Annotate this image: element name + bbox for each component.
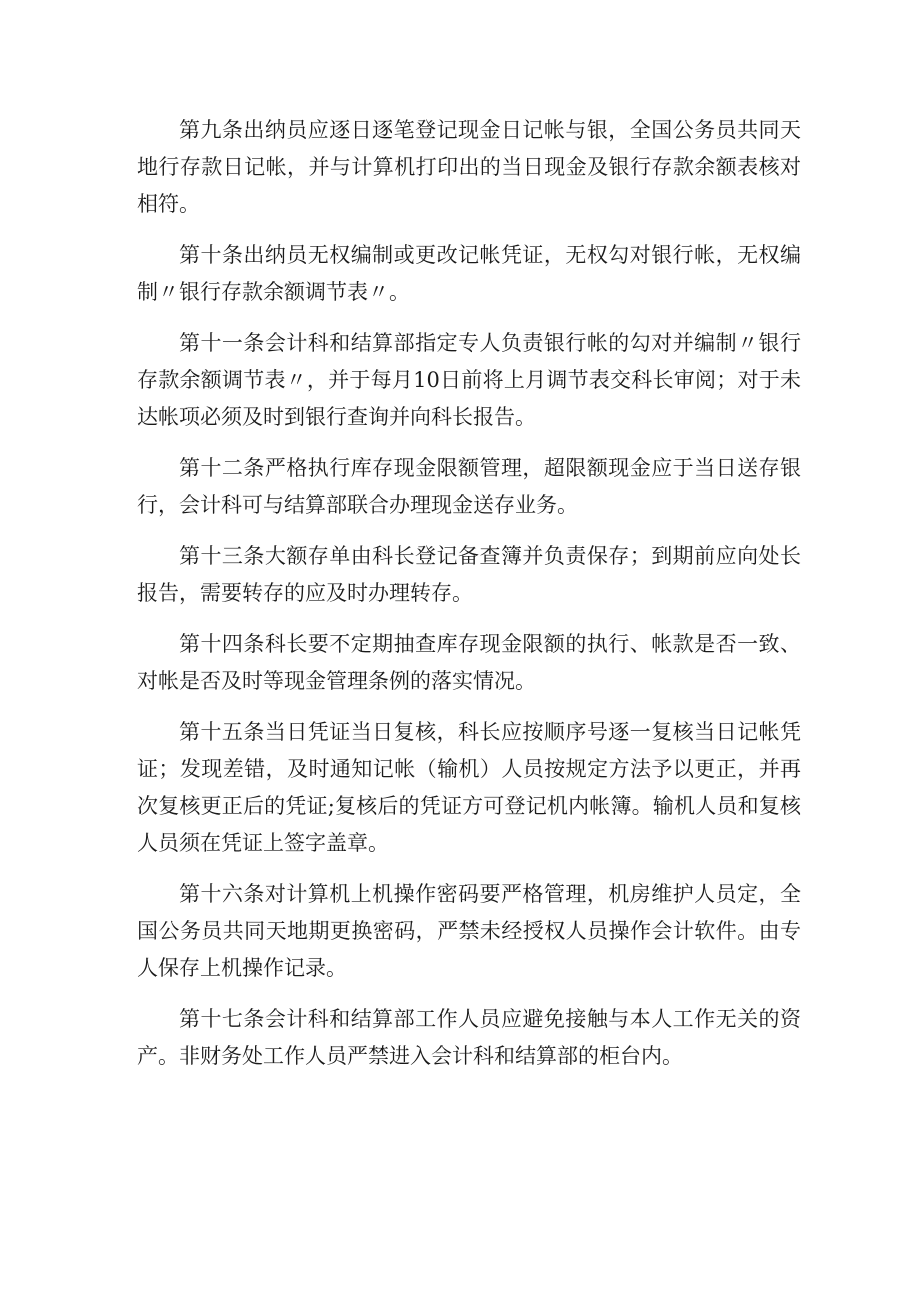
paragraph-article-11: 第十一条会计科和结算部指定专人负责银行帐的勾对并编制〃银行存款余额调节表〃，并于每月10日前将上月调节表交科长审阅；对于未达帐项必须及时到银行查询并向科长报告。	[137, 331, 801, 429]
document-body	[137, 112, 801, 1089]
paragraph-article-16: 第十六条对计算机上机操作密码要严格管理，机房维护人员定，全国公务员共同天地期更换密码，严禁未经授权人员操作会计软件。由专人保存上机操作记录。	[137, 882, 801, 980]
paragraph-article-13: 第十三条大额存单由科长登记备查簿并负责保存；到期前应向处长报告，需要转存的应及时办理转存。	[137, 544, 801, 605]
paragraph-article-9: 第九条出纳员应逐日逐笔登记现金日记帐与银，全国公务员共同天地行存款日记帐，并与计算机打印出的当日现金及银行存款余额表核对相符。	[137, 118, 801, 216]
paragraph-article-17: 第十七条会计科和结算部工作人员应避免接触与本人工作无关的资产。非财务处工作人员严禁进入会计科和结算部的柜台内。	[137, 1007, 801, 1068]
paragraph-article-12: 第十二条严格执行库存现金限额管理，超限额现金应于当日送存银行，会计科可与结算部联合办理现金送存业务。	[137, 456, 801, 517]
paragraph-article-10: 第十条出纳员无权编制或更改记帐凭证，无权勾对银行帐，无权编制〃银行存款余额调节表〃。	[137, 243, 801, 304]
paragraph-article-15: 第十五条当日凭证当日复核，科长应按顺序号逐一复核当日记帐凭证；发现差错，及时通知记帐（输机）人员按规定方法予以更正，并再次复核更正后的凭证;复核后的凭证方可登记机内帐簿。输机人员和复核人员须在凭证上签字盖章。	[137, 720, 801, 855]
paragraph-article-14: 第十四条科长要不定期抽查库存现金限额的执行、帐款是否一致、对帐是否及时等现金管理条例的落实情况。	[137, 632, 801, 693]
